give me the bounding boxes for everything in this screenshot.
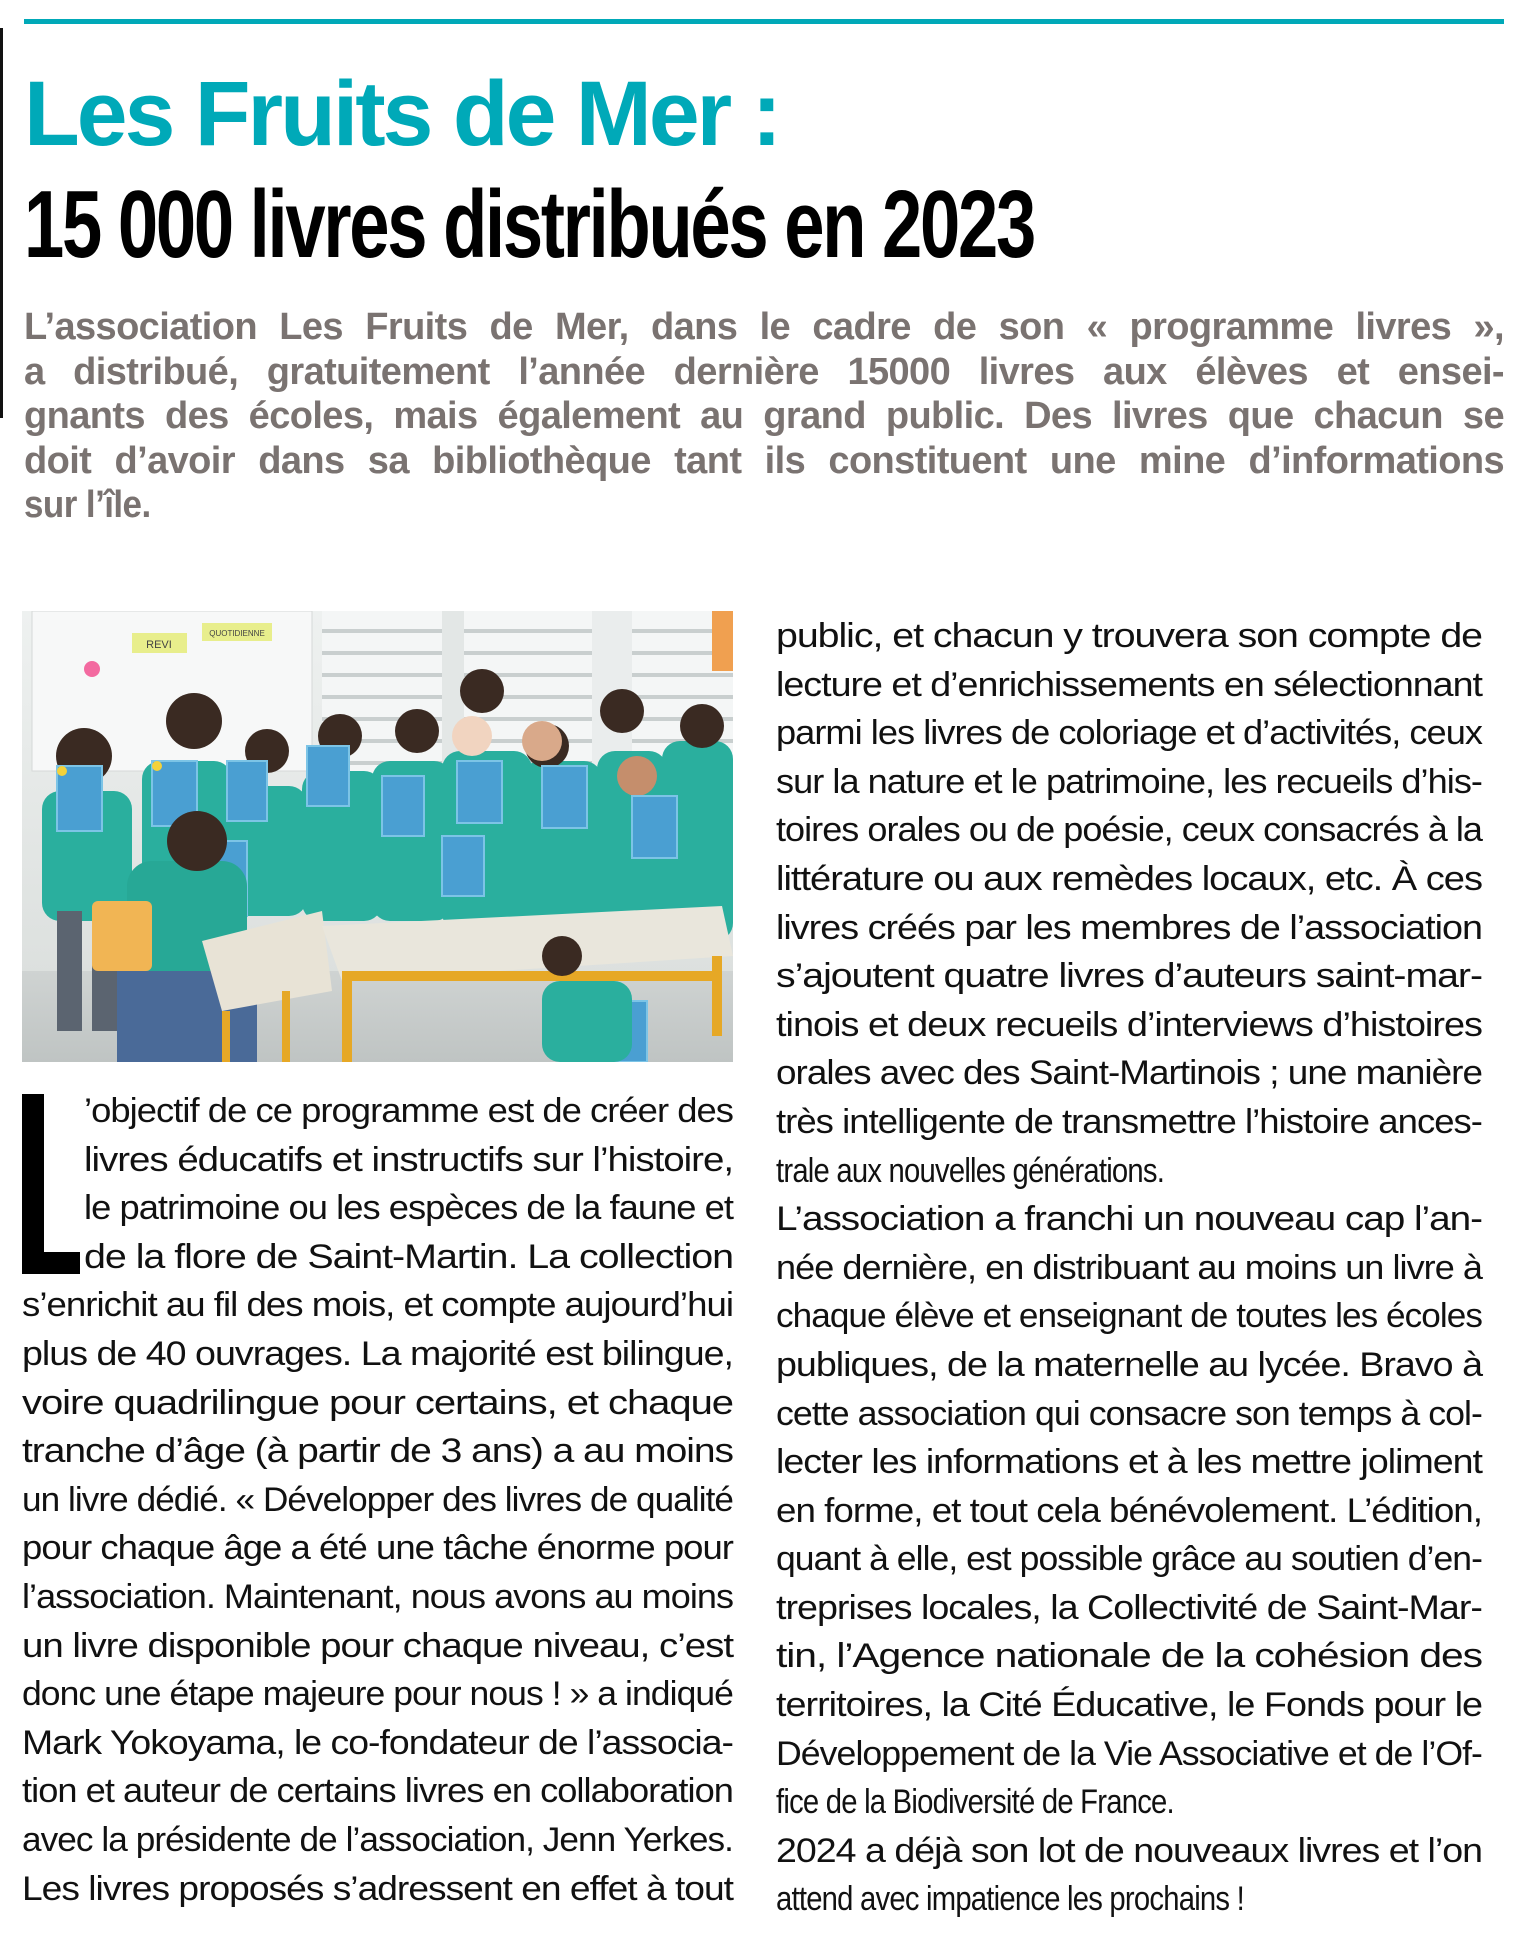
- headline-kicker: Les Fruits de Mer :: [24, 63, 779, 165]
- body-line: toires orales ou de poésie, ceux consacrés à la: [776, 811, 1482, 850]
- body-line: Développement de la Vie Associative et de l’Of-: [776, 1734, 1482, 1773]
- body-line: territoires, la Cité Éducative, le Fonds pour le: [776, 1686, 1482, 1725]
- body-line: L’association a franchi un nouveau cap l’an-: [776, 1200, 1482, 1239]
- body-line: sur la nature et le patrimoine, les recueils d’his-: [776, 762, 1482, 801]
- body-line: de la flore de Saint-Martin. La collection: [84, 1237, 733, 1276]
- body-line: s’ajoutent quatre livres d’auteurs saint-mar-: [776, 957, 1482, 996]
- body-line: littérature ou aux remèdes locaux, etc. À ces: [776, 859, 1482, 898]
- body-line: avec la présidente de l’association, Jenn Yerkes.: [22, 1820, 733, 1859]
- body-line: un livre dédié. « Développer des livres de qualité: [22, 1480, 734, 1519]
- body-line: treprises locales, la Collectivité de Saint-Mar-: [776, 1588, 1482, 1627]
- lead-line: L’association Les Fruits de Mer, dans le cadre de son « programme livres »,: [24, 306, 1504, 348]
- body-line: pour chaque âge a été une tâche énorme pour: [22, 1529, 733, 1568]
- body-line: orales avec des Saint-Martinois ; une manière: [776, 1054, 1482, 1093]
- body-line: donc une étape majeure pour nous ! » a indiqué: [22, 1675, 733, 1714]
- body-line: Mark Yokoyama, le co-fondateur de l’associa-: [22, 1723, 733, 1762]
- body-line: tinois et deux recueils d’interviews d’histoires: [776, 1005, 1482, 1044]
- body-line: attend avec impatience les prochains !: [776, 1880, 1244, 1919]
- headline: 15 000 livres distribués en 2023: [24, 171, 1034, 278]
- board-sign: QUOTIDIENNE: [209, 629, 265, 638]
- body-line: ’objectif de ce programme est de créer des: [84, 1092, 733, 1130]
- body-line: un livre disponible pour chaque niveau, c’est: [22, 1626, 733, 1665]
- body-line: parmi les livres de coloriage et d’activités, ceux: [776, 714, 1482, 753]
- body-line: 2024 a déjà son lot de nouveaux livres et l’on: [776, 1831, 1482, 1870]
- lead-line: sur l’île.: [24, 484, 151, 526]
- body-line: Les livres proposés s’adressent en effet à tout: [22, 1869, 734, 1908]
- body-line: chaque élève et enseignant de toutes les écoles: [776, 1297, 1482, 1336]
- body-line: en forme, et tout cela bénévolement. L’édition,: [776, 1491, 1482, 1530]
- body-column-left: [22, 1087, 733, 1913]
- body-line: publiques, de la maternelle au lycée. Bravo à: [776, 1345, 1482, 1384]
- lead-line: gnants des écoles, mais également au grand public. Des livres que chacun se: [24, 395, 1504, 437]
- body-line: plus de 40 ouvrages. La majorité est bilingue,: [22, 1334, 733, 1373]
- body-line: lecture et d’enrichissements en sélectionnant: [776, 665, 1482, 704]
- board-sign: REVI: [146, 639, 172, 651]
- body-line: lecter les informations et à les mettre joliment: [776, 1443, 1482, 1482]
- body-line: tion et auteur de certains livres en collaboration: [22, 1772, 733, 1811]
- body-line: l’association. Maintenant, nous avons au moins: [22, 1577, 733, 1616]
- body-line: cette association qui consacre son temps à col-: [776, 1394, 1482, 1433]
- body-line: tranche d’âge (à partir de 3 ans) a au moins: [22, 1432, 733, 1471]
- body-line: fice de la Biodiversité de France.: [776, 1783, 1174, 1822]
- lead-line: doit d’avoir dans sa bibliothèque tant ils constituent une mine d’informations: [24, 439, 1504, 482]
- body-line: née dernière, en distribuant au moins un livre à: [776, 1248, 1482, 1287]
- body-line: trale aux nouvelles générations.: [776, 1151, 1165, 1190]
- header-rule: [24, 19, 1504, 24]
- classroom-photo-illustration: [22, 611, 733, 1062]
- body-line: s’enrichit au fil des mois, et compte aujourd’hui: [22, 1286, 733, 1325]
- article-photo: [22, 611, 733, 1062]
- body-line: tin, l’Agence nationale de la cohésion des: [776, 1637, 1482, 1676]
- margin-rule: [0, 28, 3, 418]
- body-line: quant à elle, est possible grâce au soutien d’en-: [776, 1540, 1482, 1579]
- lead-line: a distribué, gratuitement l’année dernière 15000 livres aux élèves et ensei-: [24, 350, 1504, 393]
- body-column-right: [776, 612, 1482, 1924]
- body-line: public, et chacun y trouvera son compte de: [776, 617, 1482, 655]
- lead-paragraph: [24, 305, 1504, 528]
- body-line: le patrimoine ou les espèces de la faune et: [84, 1189, 733, 1228]
- body-line: voire quadrilingue pour certains, et chaque: [22, 1383, 733, 1422]
- body-line: très intelligente de transmettre l’histoire ances-: [776, 1102, 1482, 1141]
- body-line: livres créés par les membres de l’association: [776, 908, 1482, 947]
- body-line: livres éducatifs et instructifs sur l’histoire,: [84, 1140, 733, 1179]
